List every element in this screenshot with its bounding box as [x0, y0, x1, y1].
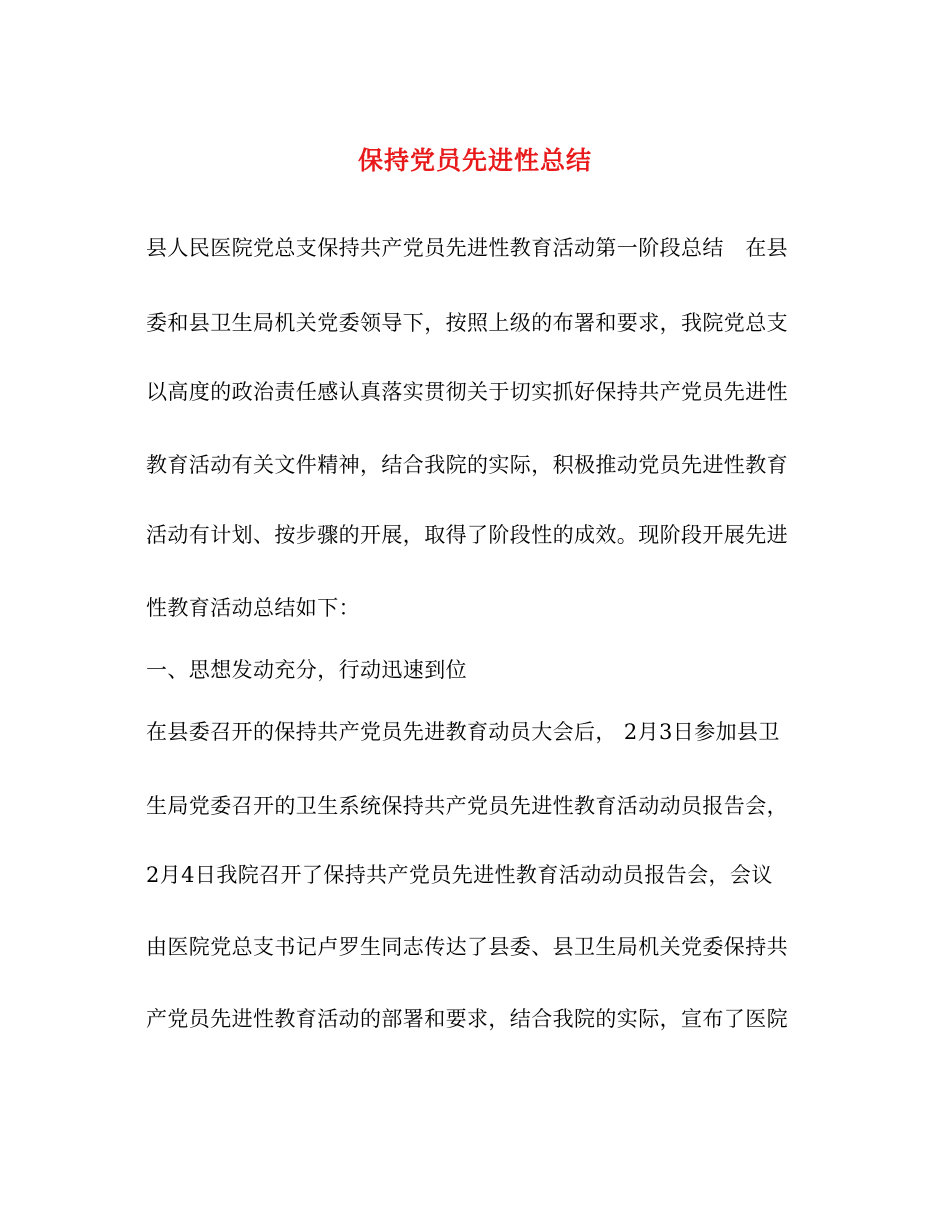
body-line-10: 2月4日我院召开了保持共产党员先进性教育活动动员报告会，会议 — [146, 863, 773, 887]
body-line-3: 以高度的政治责任感认真落实贯彻关于切实抓好保持共产党员先进性 — [146, 380, 788, 404]
body-line-8: 在县委召开的保持共产党员先进教育动员大会后， 2月3日参加县卫 — [146, 720, 780, 744]
body-line-4: 教育活动有关文件精神，结合我院的实际，积极推动党员先进性教育 — [146, 453, 788, 477]
body-line-11: 由医院党总支书记卢罗生同志传达了县委、县卫生局机关党委保持共 — [146, 935, 788, 959]
body-line-9: 生局党委召开的卫生系统保持共产党员先进性教育活动动员报告会， — [146, 794, 788, 818]
body-line-12: 产党员先进性教育活动的部署和要求，结合我院的实际，宣布了医院 — [146, 1007, 788, 1031]
body-line-6: 性教育活动总结如下： — [146, 596, 360, 620]
body-line-5: 活动有计划、按步骤的开展，取得了阶段性的成效。现阶段开展先进 — [146, 523, 788, 547]
document-title: 保持党员先进性总结 — [357, 146, 592, 175]
body-line-1: 县人民医院党总支保持共产党员先进性教育活动第一阶段总结 在县 — [146, 236, 788, 260]
section-heading: 一、思想发动充分，行动迅速到位 — [146, 658, 467, 682]
body-line-2: 委和县卫生局机关党委领导下，按照上级的布署和要求，我院党总支 — [146, 311, 788, 335]
